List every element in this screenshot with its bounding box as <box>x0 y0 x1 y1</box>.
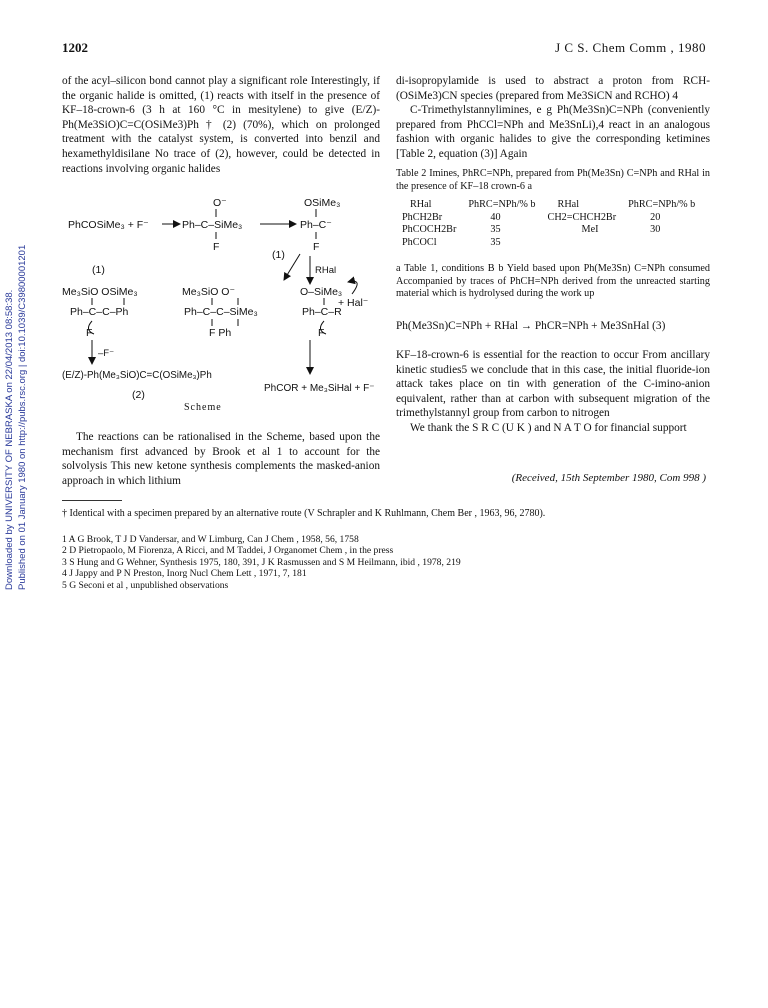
table-row <box>396 237 701 250</box>
references <box>62 534 722 591</box>
table-header: PhRC=NPh/% b <box>468 199 536 210</box>
scheme-f-1: F <box>213 241 220 253</box>
minus-f-label: –F⁻ <box>98 348 115 359</box>
doi-line: Published on 01 January 1980 on http://pubs.rsc.org | doi:10.1039/C39800001201 <box>17 244 28 590</box>
left-column-top <box>62 74 380 176</box>
download-watermark <box>4 110 30 590</box>
received-date: (Received, 15th September 1980, Com 998 ) <box>511 472 706 484</box>
table-cell: MeI <box>581 224 599 235</box>
table-header: RHal <box>557 199 580 210</box>
table-cell: 40 <box>490 211 501 223</box>
reference-item: 1 A G Brook, T J D Vandersar, and W Limburg, Can J Chem , 1958, 56, 1758 <box>62 534 359 545</box>
left-paragraph-2: The reactions can be rationalised in the Scheme, based upon the mechanism first advanced by Brook et al 1 to account for the solvolysis This new ketone synthesis complements the masked-anion approach in which lithium <box>62 431 380 487</box>
scheme-reactant: PhCOSiMe₃ + F⁻ <box>68 219 149 231</box>
download-line: Downloaded by UNIVERSITY OF NEBRASKA on 22/04/2013 08:58:38. <box>4 289 15 590</box>
scheme-f-4: F <box>318 327 325 339</box>
scheme-f-3: F <box>86 327 93 339</box>
footnote: † Identical with a specimen prepared by an alternative route (V Schrapler and K Ruhlmann, Chem Ber , 1963, 96, 2780). <box>62 508 546 519</box>
table-header: PhRC=NPh/% b <box>628 199 696 210</box>
table-cell <box>622 237 701 250</box>
table-cell: PhCH2Br <box>402 211 443 223</box>
table-2-grid <box>396 199 701 249</box>
table-cell: PhCOCH2Br <box>402 224 457 235</box>
table-header: RHal <box>410 199 432 210</box>
reaction-scheme <box>62 198 380 410</box>
scheme-dimer-mid: Ph–C–C–Ph <box>70 306 129 318</box>
table-caption: Table 2 Imines, PhRC=NPh, prepared from Ph(Me3Sn) C=NPh and RHal in the presence of KF–18 crown-6 a <box>396 168 710 192</box>
footnote-rule <box>62 500 122 501</box>
journal-header: J C S. Chem Comm , 1980 <box>555 40 706 55</box>
table-note: a Table 1, conditions B b Yield based upon Ph(Me3Sn) C=NPh consumed Accompanied by traces of PhCH=NPh derived from the unreacted starting material which is hydrolysed during the work up <box>396 263 710 299</box>
scheme-dimer-top: Me₃SiO OSiMe₃ <box>62 286 138 298</box>
scheme-alkoxide-mid: Ph–C–R <box>302 306 342 318</box>
scheme-alkoxide-top: O–SiMe₃ <box>300 286 343 298</box>
table-cell: 20 <box>650 211 661 223</box>
table-2 <box>396 168 710 301</box>
compound-2-label: (2) <box>132 389 145 401</box>
scheme-adduct-bottom: F Ph <box>209 327 232 339</box>
scheme-carbanion: Ph–C⁻ <box>300 219 332 231</box>
table-row <box>396 212 701 225</box>
scheme-f-2: F <box>313 241 320 253</box>
page-number: 1202 <box>62 40 88 55</box>
product-left: (E/Z)-Ph(Me₃SiO)C=C(OSiMe₃)Ph <box>62 370 212 381</box>
left-column-bottom <box>62 430 380 488</box>
scheme-adduct-top: Me₃SiO O⁻ <box>182 286 235 298</box>
scheme-caption: Scheme <box>184 402 222 413</box>
compound-1-label: (1) <box>92 264 105 276</box>
right-paragraph-3: KF–18-crown-6 is essential for the reaction to occur From ancillary kinetic studies5 we conclude that in this case, the initial fluoride-ion attack takes place on tin with generation of the C-imino-anion equivalent, rather than at carbon with subsequent migration of the trimethylstannyl group from carbon to nitrogen <box>396 349 710 420</box>
table-row <box>396 224 701 237</box>
table-cell: 35 <box>490 236 501 248</box>
reference-item: 5 G Seconi et al , unpublished observations <box>62 579 229 591</box>
table-header-row <box>396 199 701 212</box>
path-1-label: (1) <box>272 249 285 261</box>
scheme-osime3: OSiMe₃ <box>304 198 341 209</box>
table-cell: 35 <box>490 224 501 235</box>
scheme-adduct-mid: Ph–C–C–SiMe₃ <box>184 306 258 318</box>
reference-item: 2 D Pietropaolo, M Fiorenza, A Ricci, and M Taddei, J Organomet Chem , in the press <box>62 545 394 557</box>
table-cell: PhCOCl <box>402 236 437 248</box>
scheme-o-minus: O⁻ <box>213 198 227 209</box>
table-cell: 30 <box>650 224 661 235</box>
reference-item: 4 J Jappy and P N Preston, Inorg Nucl Chem Lett , 1971, 7, 181 <box>62 568 307 580</box>
table-cell: CH2=CHCH2Br <box>547 211 617 223</box>
arrow-path-1 <box>284 254 300 280</box>
left-paragraph-1: of the acyl–silicon bond cannot play a significant role Interestingly, if the organic halide is omitted, (1) reacts with itself in the presence of KF–18-crown-6 (3 h at 160 °C in mesitylene) to give (E/Z)-Ph(Me3SiO)C=C(OSiMe3)Ph † (2) (70%), which on prolonged treatment with the catalyst system, is converted into benzil and hexamethyldisilane No trace of (2), however, could be detected in reactions involving organic halides <box>62 75 380 175</box>
right-paragraph-2: C-Trimethylstannylimines, e g Ph(Me3Sn)C=NPh (conveniently prepared from PhCCl=NPh and Me3SnLi),4 react in an analogous fashion with organic halides to give the corresponding ketimines [Table 2, equation (3)] Again <box>396 104 710 160</box>
reference-item: 3 S Hung and G Wehner, Synthesis 1975, 180, 391, J K Rasmussen and S M Heilmann, ibid , 1978, 219 <box>62 556 461 568</box>
right-column-top <box>396 74 710 162</box>
right-column-bottom <box>396 348 710 436</box>
right-paragraph-1: di-isopropylamide is used to abstract a proton from RCH-(OSiMe3)CN species (prepared from Me3SiCN and RCHO) 4 <box>396 75 710 102</box>
rhal-label: RHal <box>315 265 337 276</box>
scheme-intermediate-1: Ph–C–SiMe₃ <box>182 219 243 231</box>
table-cell <box>542 237 623 250</box>
product-right: PhCOR + Me₃SiHal + F⁻ <box>264 383 375 394</box>
right-paragraph-4: We thank the S R C (U K ) and N A T O for financial support <box>410 421 687 434</box>
scheme-halide: + Hal⁻ <box>338 297 369 309</box>
equation-3: Ph(Me3Sn)C=NPh + RHal → PhCR=NPh + Me3SnHal (3) <box>396 320 666 332</box>
